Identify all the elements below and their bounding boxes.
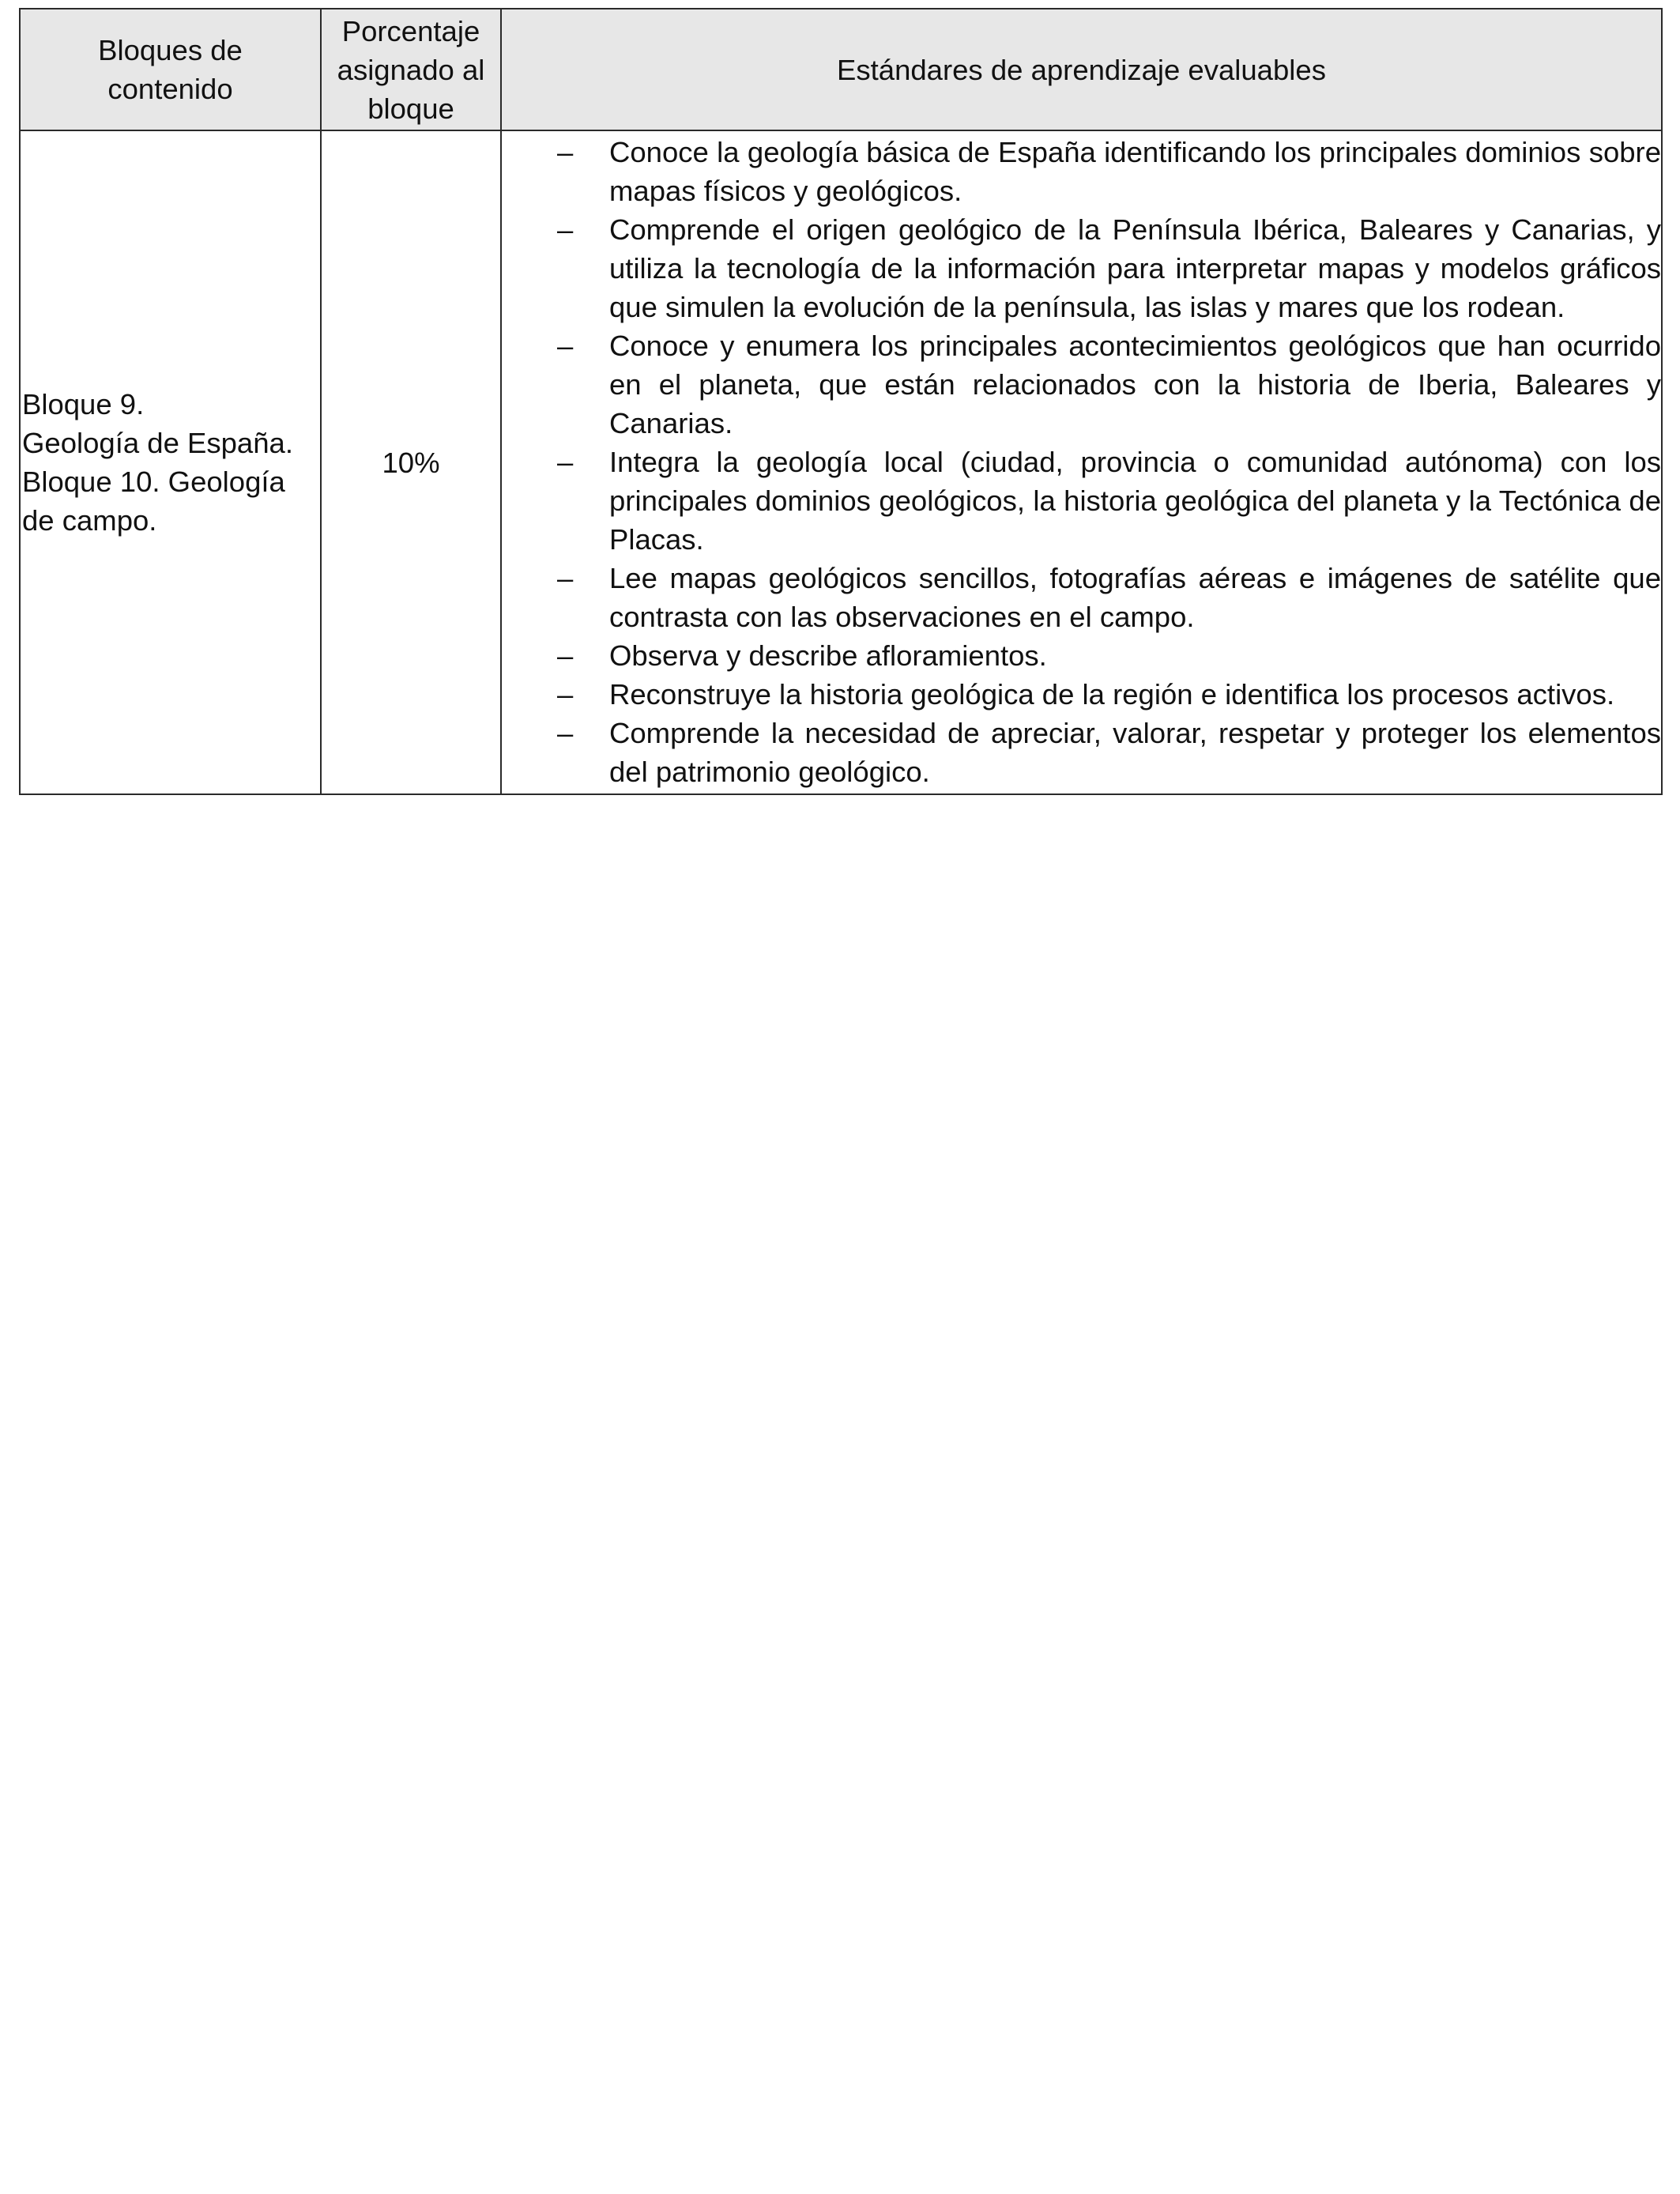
header-content-blocks xyxy=(20,9,321,130)
percentage-cell xyxy=(321,130,501,794)
dash-bullet: – xyxy=(557,446,574,478)
list-item xyxy=(502,210,1661,326)
dash-bullet: – xyxy=(557,213,574,246)
dash-bullet: – xyxy=(557,678,574,711)
list-item xyxy=(502,675,1661,714)
header-content-blocks-label: Bloques de contenido xyxy=(98,34,243,105)
list-item xyxy=(502,559,1661,636)
standard-text: Observa y describe afloramientos. xyxy=(609,639,1047,672)
table-header-row xyxy=(20,9,1662,130)
dash-bullet: – xyxy=(557,562,574,594)
dash-bullet: – xyxy=(557,330,574,362)
standard-text: Comprende el origen geológico de la Península Ibérica, Baleares y Canarias, y utiliza la tecnología de la información para interpretar mapas y modelos gráficos que simulen la evolución de la península, las islas y mares que los rodean. xyxy=(609,213,1661,323)
standard-text: Lee mapas geológicos sencillos, fotografías aéreas e imágenes de satélite que contrasta con las observaciones en el campo. xyxy=(609,562,1661,633)
dash-bullet: – xyxy=(557,717,574,749)
header-percentage xyxy=(321,9,501,130)
header-standards xyxy=(501,9,1662,130)
table-row xyxy=(20,130,1662,794)
standards-cell xyxy=(501,130,1662,794)
list-item xyxy=(502,133,1661,210)
dash-bullet: – xyxy=(557,639,574,672)
standard-text: Reconstruye la historia geológica de la región e identifica los procesos activos. xyxy=(609,678,1615,711)
list-item xyxy=(502,443,1661,559)
content-block-text: Bloque 9. Geología de España. Bloque 10. Geología de campo. xyxy=(22,388,293,537)
standards-table xyxy=(19,8,1663,795)
content-block-cell xyxy=(20,130,321,794)
percentage-value: 10% xyxy=(382,446,440,479)
standard-text: Conoce la geología básica de España identificando los principales dominios sobre mapas físicos y geológicos. xyxy=(609,136,1661,207)
standard-text: Conoce y enumera los principales acontecimientos geológicos que han ocurrido en el planeta, que están relacionados con la historia de Iberia, Baleares y Canarias. xyxy=(609,330,1661,439)
header-percentage-label: Porcentaje asignado al bloque xyxy=(337,14,485,125)
header-standards-label: Estándares de aprendizaje evaluables xyxy=(837,53,1326,86)
dash-bullet: – xyxy=(557,136,574,168)
list-item xyxy=(502,636,1661,675)
standard-text: Integra la geología local (ciudad, provincia o comunidad autónoma) con los principales dominios geológicos, la historia geológica del planeta y la Tectónica de Placas. xyxy=(609,446,1661,556)
standard-text: Comprende la necesidad de apreciar, valorar, respetar y proteger los elementos del patrimonio geológico. xyxy=(609,717,1661,788)
standards-list xyxy=(502,133,1661,791)
list-item xyxy=(502,714,1661,791)
list-item xyxy=(502,326,1661,443)
